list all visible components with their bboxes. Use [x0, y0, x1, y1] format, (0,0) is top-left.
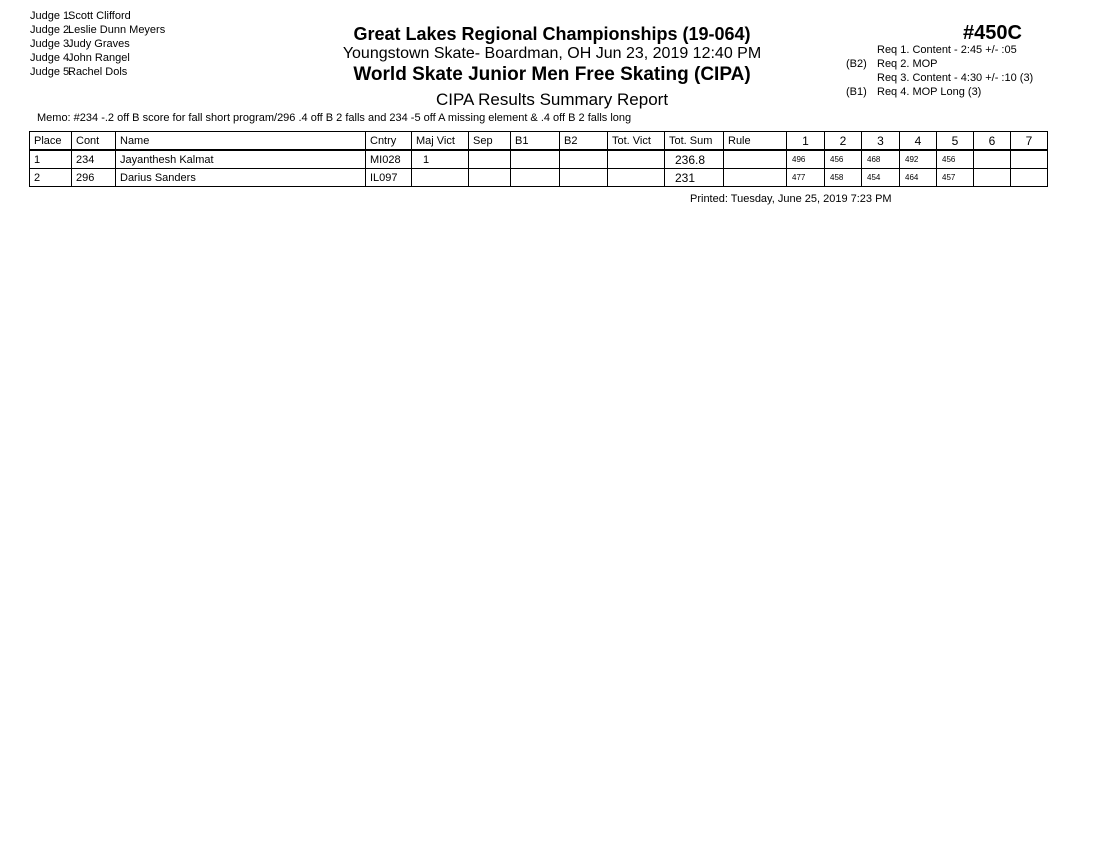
table-header-row — [30, 132, 1048, 151]
judge-item — [30, 37, 165, 51]
judges-list — [30, 9, 165, 79]
judge-name: Leslie Dunn Meyers — [68, 24, 166, 36]
table-cell — [724, 169, 787, 187]
table-cell — [974, 150, 1011, 169]
table-cell: 477 — [787, 169, 825, 187]
table-cell: Darius Sanders — [116, 169, 366, 187]
table-cell: MI028 — [366, 150, 412, 169]
table-cell — [412, 169, 469, 187]
table-cell — [608, 150, 665, 169]
requirements-list — [846, 43, 1033, 99]
judge-name: Rachel Dols — [68, 66, 128, 78]
column-header: 7 — [1011, 132, 1048, 151]
venue-date: Youngstown Skate- Boardman, OH Jun 23, 2019 12:40 PM — [342, 45, 762, 62]
memo: Memo: #234 -.2 off B score for fall short program/296 .4 off B 2 falls and 234 -5 off A missing element & .4 off B 2 falls long — [37, 112, 632, 124]
table-cell: 236.8 — [665, 150, 724, 169]
requirement-item — [846, 57, 1033, 71]
requirement-text: Req 4. MOP Long (3) — [877, 86, 982, 98]
table-cell: 231 — [665, 169, 724, 187]
column-header: Sep — [469, 132, 511, 151]
requirement-text: Req 1. Content - 2:45 +/- :05 — [877, 44, 1017, 56]
requirement-item — [846, 85, 1033, 99]
judge-item — [30, 65, 165, 79]
results-table — [29, 131, 1048, 187]
column-header: Name — [116, 132, 366, 151]
event-title: World Skate Junior Men Free Skating (CIPA) — [353, 64, 751, 85]
column-header: Maj Vict — [412, 132, 469, 151]
table-cell: 456 — [937, 150, 974, 169]
table-cell — [469, 150, 511, 169]
competition-title: Great Lakes Regional Championships (19-064) — [353, 24, 751, 44]
table-cell — [469, 169, 511, 187]
judge-label: Judge 2. — [30, 24, 73, 36]
judge-label: Judge 4. — [30, 52, 73, 64]
table-cell — [974, 169, 1011, 187]
column-header: 2 — [825, 132, 862, 151]
judge-name: Judy Graves — [68, 38, 130, 50]
column-header: Tot. Sum — [665, 132, 724, 151]
table-cell — [1011, 150, 1048, 169]
table-cell — [511, 150, 560, 169]
column-header: 6 — [974, 132, 1011, 151]
table-cell — [560, 150, 608, 169]
table-cell: IL097 — [366, 169, 412, 187]
column-header: Cntry — [366, 132, 412, 151]
table-cell: 496 — [787, 150, 825, 169]
judge-label: Judge 1. — [30, 10, 73, 22]
requirement-text: Req 2. MOP — [877, 58, 938, 70]
table-cell: 492 — [900, 150, 937, 169]
table-cell: 234 — [72, 150, 116, 169]
table-cell: 1 — [412, 150, 469, 169]
table-cell — [511, 169, 560, 187]
table-row — [30, 169, 1048, 187]
requirement-prefix: (B1) — [846, 86, 867, 98]
table-cell — [1011, 169, 1048, 187]
table-cell — [560, 169, 608, 187]
printed-timestamp: Printed: Tuesday, June 25, 2019 7:23 PM — [690, 193, 892, 205]
judge-name: Scott Clifford — [68, 10, 131, 22]
table-cell: 2 — [30, 169, 72, 187]
table-cell — [724, 150, 787, 169]
column-header: 3 — [862, 132, 900, 151]
judge-name: John Rangel — [68, 52, 130, 64]
column-header: 4 — [900, 132, 937, 151]
table-cell: 454 — [862, 169, 900, 187]
column-header: B2 — [560, 132, 608, 151]
requirement-text: Req 3. Content - 4:30 +/- :10 (3) — [877, 72, 1034, 84]
table-cell: 1 — [30, 150, 72, 169]
table-cell: 458 — [825, 169, 862, 187]
report-title: CIPA Results Summary Report — [435, 90, 669, 109]
judge-item — [30, 51, 165, 65]
table-row — [30, 150, 1048, 169]
table-cell: Jayanthesh Kalmat — [116, 150, 366, 169]
judge-label: Judge 5. — [30, 66, 73, 78]
column-header: Place — [30, 132, 72, 151]
column-header: Tot. Vict — [608, 132, 665, 151]
table-cell: 296 — [72, 169, 116, 187]
event-number: #450C — [963, 22, 1022, 44]
requirement-item — [846, 43, 1033, 57]
table-cell: 456 — [825, 150, 862, 169]
judge-item — [30, 9, 165, 23]
judge-label: Judge 3. — [30, 38, 73, 50]
column-header: B1 — [511, 132, 560, 151]
requirement-item — [846, 71, 1033, 85]
column-header: Rule — [724, 132, 787, 151]
requirement-prefix: (B2) — [846, 58, 867, 70]
column-header: 1 — [787, 132, 825, 151]
table-cell: 457 — [937, 169, 974, 187]
judge-item — [30, 23, 165, 37]
table-cell: 468 — [862, 150, 900, 169]
table-cell: 464 — [900, 169, 937, 187]
column-header: 5 — [937, 132, 974, 151]
column-header: Cont — [72, 132, 116, 151]
table-cell — [608, 169, 665, 187]
